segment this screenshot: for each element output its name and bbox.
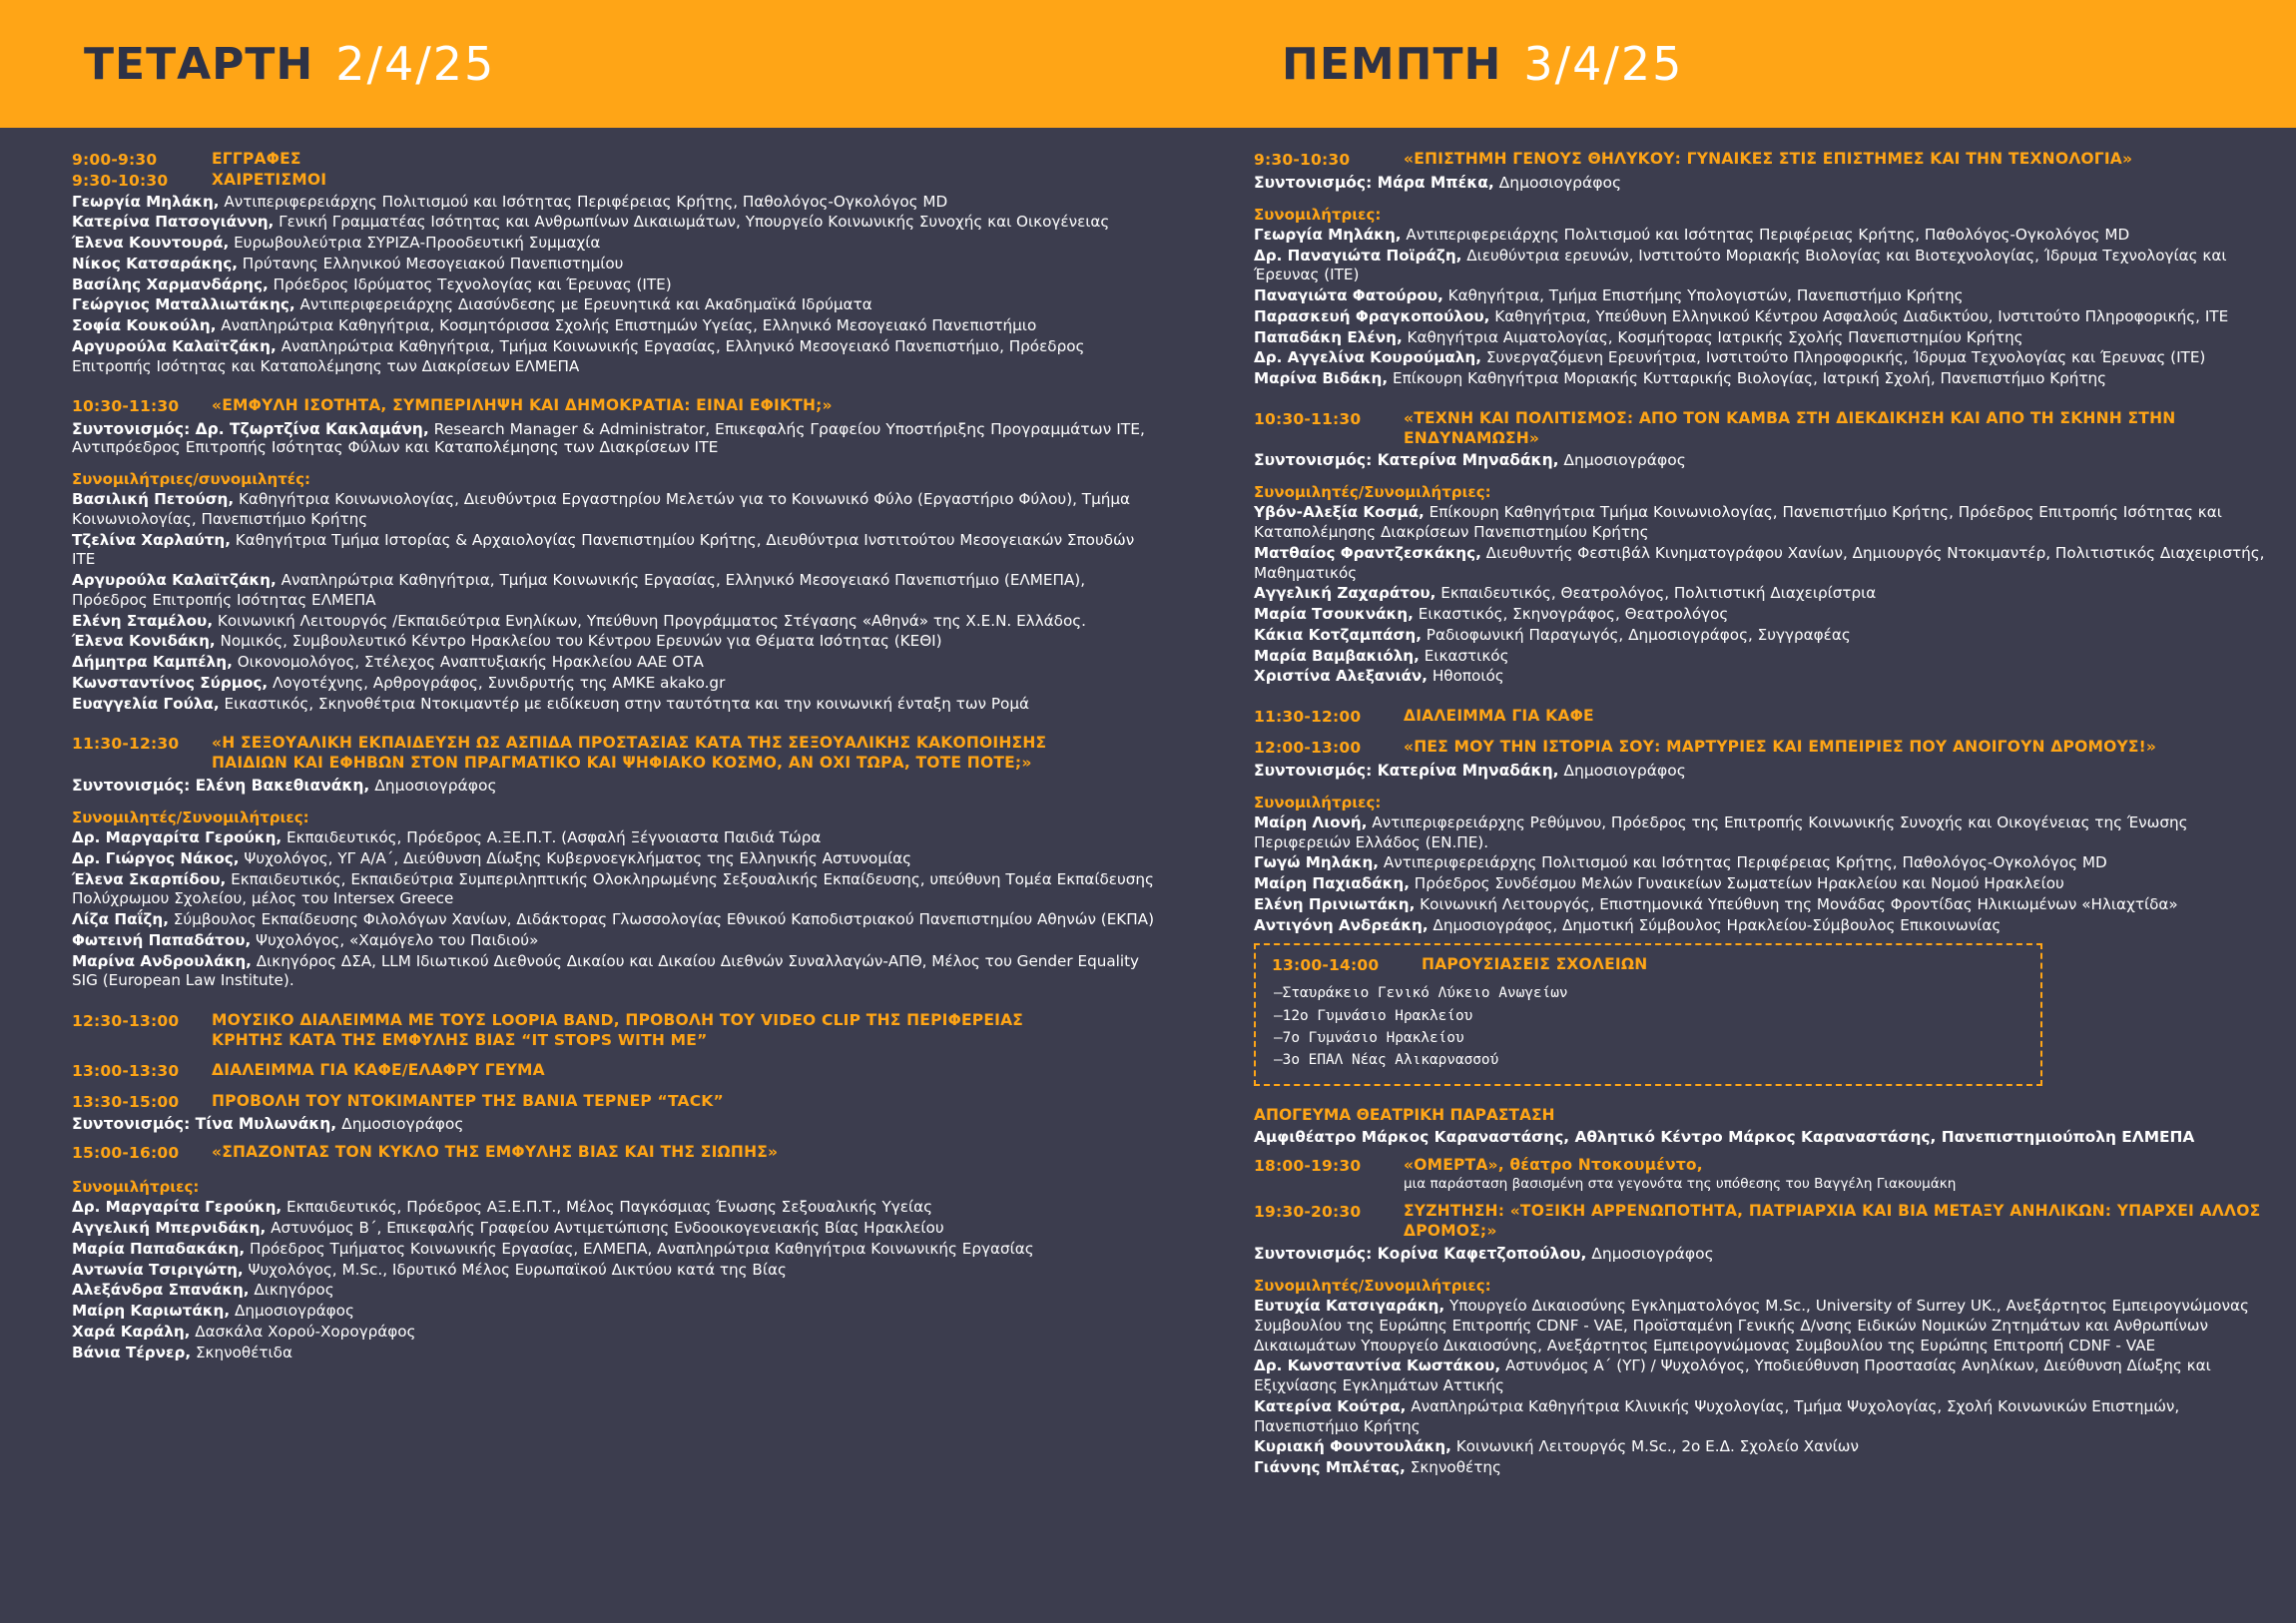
moderator: Συντονισμός: Τίνα Μυλωνάκη, Δημοσιογράφος [72,1115,464,1134]
session-title: «Η ΣΕΞΟΥΑΛΙΚΗ ΕΚΠΑΙΔΕΥΣΗ ΩΣ ΑΣΠΙΔΑ ΠΡΟΣΤΑΣΙΑΣ ΚΑΤΑ ΤΗΣ ΣΕΞΟΥΑΛΙΚΗΣ ΚΑΚΟΠΟΙΗΣΗΣ ΠΑΙΔΙΩΝ ΚΑΙ ΕΦΗΒΩΝ ΣΤΟΝ ΠΡΑΓΜΑΤΙΚΟ ΚΑΙ ΨΗΦΙΑΚΟ ΚΟΣΜΟ, ΑΝ ΟΧΙ ΤΩΡΑ, ΤΟΤΕ ΠΟΤΕ;» [212,734,1047,773]
list-item: Κυριακή Φουντουλάκη, Κοινωνική Λειτουργός M.Sc., 2ο Ε.Δ. Σχολείο Χανίων [1254,1437,1859,1456]
list-item: Δρ. Κωνσταντίνα Κωστάκου, Αστυνόμος Α΄ (ΥΓ) / Ψυχολόγος, Υποδιεύθυνση Προστασίας Ανηλίκων, Διεύθυνση Δίωξης και Εξιχνίασης Εγκλημάτων Αττικής [1254,1356,2211,1395]
schedule-row [72,1092,1158,1113]
speakers-heading: Συνομιλητές/Συνομιλήτριες: [1254,1277,1491,1296]
list-item: Ευαγγελία Γούλα, Εικαστικός, Σκηνοθέτρια Ντοκιμαντέρ με ειδίκευση στην ταυτότητα και την κοινωνική ένταξη των Ρομά [72,694,1029,713]
list-item: Παρασκευή Φραγκοπούλου, Καθηγήτρια, Υπεύθυνη Ελληνικού Κέντρου Ασφαλούς Διαδικτύου, Ινστιτούτο Πληροφορικής, ΙΤΕ [1254,306,2229,325]
list-item: Αργυρούλα Καλαϊτζάκη, Αναπληρώτρια Καθηγήτρια, Τμήμα Κοινωνικής Εργασίας, Ελληνικό Μεσογειακό Πανεπιστήμιο, Πρόεδρος Επιτροπής Ισότητας και Καταπολέμησης των Διακρίσεων ΕΛΜΕΠΑ [72,336,1085,375]
session-title: «ΠΕΣ ΜΟΥ ΤΗΝ ΙΣΤΟΡΙΑ ΣΟΥ: ΜΑΡΤΥΡΙΕΣ ΚΑΙ ΕΜΠΕΙΡΙΕΣ ΠΟΥ ΑΝΟΙΓΟΥΝ ΔΡΟΜΟΥΣ!» [1404,738,2157,757]
speakers-heading: Συνομιλήτριες: [1254,793,1382,812]
list-item: Γωγώ Μηλάκη, Αντιπεριφερειάρχης Πολιτισμού και Ισότητας Περιφέρειας Κρήτης, Παθολόγος-Ογκολόγος MD [1254,853,2107,872]
time-label: 12:00-13:00 [1254,739,1362,758]
day-body-thursday [1198,128,2296,1488]
schedule-row [1254,738,2266,759]
speakers-heading: Συνομιλητές/Συνομιλήτριες: [72,809,309,827]
schedule-row [1254,1156,2266,1177]
session-title: «ΕΠΙΣΤΗΜΗ ΓΕΝΟΥΣ ΘΗΛΥΚΟΥ: ΓΥΝΑΙΚΕΣ ΣΤΙΣ ΕΠΙΣΤΗΜΕΣ ΚΑΙ ΤΗΝ ΤΕΧΝΟΛΟΓΙΑ» [1404,150,2133,168]
session-title: ΔΙΑΛΕΙΜΜΑ ΓΙΑ ΚΑΦΕ [1404,707,1594,726]
time-label: 11:30-12:30 [72,735,180,754]
session-note: μια παράσταση βασισμένη στα γεγονότα της υπόθεσης του Βαγγέλη Γιακουμάκη [1404,1176,1957,1193]
schedule-row [72,1011,1158,1051]
speakers-heading: Συνομιλήτριες: [1254,205,1382,224]
session-title: ΠΡΟΒΟΛΗ ΤΟΥ ΝΤΟΚΙΜΑΝΤΕΡ ΤΗΣ ΒΑΝΙΑ ΤΕΡΝΕΡ “TACK” [212,1091,724,1110]
moderator: Συντονισμός: Μάρα Μπέκα, Δημοσιογράφος [1254,173,1622,192]
list-item: Μαρία Τσουκνάκη, Εικαστικός, Σκηνογράφος, Θεατρολόγος [1254,605,1729,624]
time-label: 13:00-13:30 [72,1061,180,1080]
list-item: Αγγελική Ζαχαράτου, Εκπαιδευτικός, Θεατρολόγος, Πολιτιστική Διαχειρίστρια [1254,584,1877,603]
time-label: 13:30-15:00 [72,1092,180,1111]
moderator: Συντονισμός: Δρ. Τζωρτζίνα Κακλαμάνη, Research Manager & Administrator, Επικεφαλής Γραφείου Υποστήριξης Προγραμμάτων ΙΤΕ, Αντιπρόεδρος Επιτροπής Ισότητας Φύλων και Καταπολέμησης των Διακρίσεων ΙΤΕ [72,420,1145,457]
speakers-heading: Συνομιλητές/Συνομιλήτριες: [1254,483,1491,502]
school-presentations-box [1254,943,2042,1085]
list-item: Έλενα Κουντουρά, Ευρωβουλεύτρια ΣΥΡΙΖΑ-Προοδευτική Συμμαχία [72,234,601,253]
list-item: Δρ. Αγγελίνα Κουρούμαλη, Συνεργαζόμενη Ερευνήτρια, Ινστιτούτο Πληροφορικής, Ίδρυμα Τεχνολογίας και Έρευνας (ΙΤΕ) [1254,348,2206,367]
time-label: 18:00-19:30 [1254,1156,1362,1175]
time-label: 9:00-9:30 [72,151,158,169]
schedule-row [72,150,1158,171]
list-item: Μαρίνα Ανδρουλάκη, Δικηγόρος ΔΣΑ, LLM Ιδιωτικού Διεθνούς Δικαίου και Δικαίου Διεθνών Συναλλαγών-ΑΠΘ, Μέλος του Gender Equality SIG (European Law Institute). [72,951,1140,990]
list-item: Παναγιώτα Φατούρου, Καθηγήτρια, Τμήμα Επιστήμης Υπολογιστών, Πανεπιστήμιο Κρήτης [1254,286,1964,305]
list-item: –Σταυράκειο Γενικό Λύκειο Ανωγείων [1274,985,1568,1002]
schedule-row [72,171,1158,192]
schedule-row [1254,1202,2266,1242]
list-item: Βασιλική Πετούση, Καθηγήτρια Κοινωνιολογίας, Διευθύντρια Εργαστηρίου Μελετών για το Κοινωνικό Φύλο (Εργαστήριο Φύλου), Τμήμα Κοινωνιολογίας, Πανεπιστήμιο Κρήτης [72,490,1131,528]
day-header-wednesday [0,0,1198,128]
day-column-thursday [1198,0,2296,1623]
list-item: Μαίρη Παχιαδάκη, Πρόεδρος Συνδέσμου Μελών Γυναικείων Σωματείων Ηρακλείου και Νομού Ηρακλείου [1254,874,2064,893]
list-item: Μαίρη Καριωτάκη, Δημοσιογράφος [72,1302,354,1321]
time-label: 9:30-10:30 [72,171,169,190]
day-name: ΤΕΤΑΡΤΗ [84,38,314,90]
list-item: Κωνσταντίνος Σύρμος, Λογοτέχνης, Αρθρογράφος, Συνιδρυτής της ΑΜΚΕ akako.gr [72,673,726,692]
session-title: ΧΑΙΡΕΤΙΣΜΟΙ [212,170,327,189]
speaker-list [1254,503,2266,687]
evening-heading: ΑΠΟΓΕΥΜΑ ΘΕΑΤΡΙΚΗ ΠΑΡΑΣΤΑΣΗ [1254,1105,1555,1124]
list-item: Έλενα Κονιδάκη, Νομικός, Συμβουλευτικό Κέντρο Ηρακλείου του Κέντρου Ερευνών για Θέματα Ισότητας (ΚΕΘΙ) [72,632,942,651]
session-title: ΜΟΥΣΙΚΟ ΔΙΑΛΕΙΜΜΑ ΜΕ ΤΟΥΣ LOOPIA BAND, ΠΡΟΒΟΛΗ ΤΟΥ VIDEO CLIP ΤΗΣ ΠΕΡΙΦΕΡΕΙΑΣ ΚΡΗΤΗΣ ΚΑΤΑ ΤΗΣ ΕΜΦΥΛΗΣ ΒΙΑΣ “IT STOPS WITH ME” [212,1011,1024,1049]
speaker-list [72,828,1158,991]
list-item: Δρ. Μαργαρίτα Γερούκη, Εκπαιδευτικός, Πρόεδρος ΑΞ.Ε.Π.Τ., Μέλος Παγκόσμιας Ένωσης Σεξουαλικής Υγείας [72,1198,933,1217]
list-item: Δρ. Γιώργος Νάκος, Ψυχολόγος, ΥΓ Α/Α΄, Διεύθυνση Δίωξης Κυβερνοεγκλήματος της Ελληνικής Αστυνομίας [72,848,912,867]
list-item: –12ο Γυμνάσιο Ηρακλείου [1274,1007,1473,1024]
list-item: Γεωργία Μηλάκη, Αντιπεριφερειάρχης Πολιτισμού και Ισότητας Περιφέρειας Κρήτης, Παθολόγος-Ογκολόγος MD [1254,225,2130,244]
list-item: Γεώργιος Ματαλλιωτάκης, Αντιπεριφερειάρχης Διασύνδεσης με Ερευνητικά και Ακαδημαϊκά Ιδρύματα [72,295,872,314]
list-item: Παπαδάκη Ελένη, Καθηγήτρια Αιματολογίας, Κοσμήτορας Ιατρικής Σχολής Πανεπιστημίου Κρήτης [1254,327,2023,346]
time-label: 15:00-16:00 [72,1144,180,1163]
list-item: Τζελίνα Χαρλαύτη, Καθηγήτρια Τμήμα Ιστορίας & Αρχαιολογίας Πανεπιστημίου Κρήτης, Διευθύντρια Ινστιτούτου Μεσογειακών Σπουδών ΙΤΕ [72,530,1135,569]
schedule-row [1254,409,2266,449]
list-item: –7ο Γυμνάσιο Ηρακλείου [1274,1029,1464,1046]
speaker-list [72,1198,1158,1362]
schedule-row [72,1143,1158,1164]
list-item: Χαρά Καράλη, Δασκάλα Χορού-Χορογράφος [72,1322,416,1341]
speaker-list [72,490,1158,714]
session-title: ΕΓΓΡΑΦΕΣ [212,150,301,168]
speaker-list [1254,226,2266,389]
moderator: Συντονισμός: Κορίνα Καφετζοπούλου, Δημοσιογράφος [1254,1245,1714,1264]
day-header-thursday [1198,0,2296,128]
list-item: Γεωργία Μηλάκη, Αντιπεριφερειάρχης Πολιτισμού και Ισότητας Περιφέρειας Κρήτης, Παθολόγος-Ογκολόγος MD [72,192,948,211]
list-item: Μαρίνα Βιδάκη, Επίκουρη Καθηγήτρια Μοριακής Κυτταρικής Βιολογίας, Ιατρική Σχολή, Πανεπιστήμιο Κρήτης [1254,369,2107,388]
list-item: Σοφία Κουκούλη, Αναπληρώτρια Καθηγήτρια, Κοσμητόρισσα Σχολής Επιστημών Υγείας, Ελληνικό Μεσογειακό Πανεπιστήμιο [72,316,1037,335]
session-title: ΠΑΡΟΥΣΙΑΣΕΙΣ ΣΧΟΛΕΙΩΝ [1422,955,1648,974]
time-label: 13:00-14:00 [1272,956,1380,975]
speaker-list [1254,1297,2266,1478]
moderator: Συντονισμός: Ελένη Βακεθιανάκη, Δημοσιογράφος [72,777,497,796]
schedule-row [1254,150,2266,171]
list-item: Ελένη Πρινιωτάκη, Κοινωνική Λειτουργός, Επιστημονικά Υπεύθυνη της Μονάδας Φροντίδας Ηλικιωμένων «Ηλιαχτίδα» [1254,894,2178,913]
list-item: Αντιγόνη Ανδρεάκη, Δημοσιογράφος, Δημοτική Σύμβουλος Ηρακλείου-Σύμβουλος Επικοινωνίας [1254,915,2002,934]
session-title: ΔΙΑΛΕΙΜΜΑ ΓΙΑ ΚΑΦΕ/ΕΛΑΦΡΥ ΓΕΥΜΑ [212,1060,545,1079]
session-title: «ΕΜΦΥΛΗ ΙΣΟΤΗΤΑ, ΣΥΜΠΕΡΙΛΗΨΗ ΚΑΙ ΔΗΜΟΚΡΑΤΙΑ: ΕΙΝΑΙ ΕΦΙΚΤΗ;» [212,396,833,415]
speakers-heading: Συνομιλήτριες/συνομιλητές: [72,470,311,489]
list-item: Κατερίνα Πατσογιάννη, Γενική Γραμματέας Ισότητας και Ανθρωπίνων Δικαιωμάτων, Υπουργείο Κοινωνικής Συνοχής και Οικογένειας [72,213,1110,232]
list-item: Μαρία Βαμβακιόλη, Εικαστικός [1254,646,1509,665]
list-item: Βάνια Τέρνερ, Σκηνοθέτιδα [72,1343,292,1361]
list-item: Αντωνία Τσιριγώτη, Ψυχολόγος, M.Sc., Ιδρυτικό Μέλος Ευρωπαϊκού Δικτύου κατά της Βίας [72,1260,787,1279]
time-label: 10:30-11:30 [1254,409,1362,428]
list-item: Υβόν-Αλεξία Κοσμά, Επίκουρη Καθηγήτρια Τμήμα Κοινωνιολογίας, Πανεπιστήμιο Κρήτης, Πρόεδρος Επιτροπής Ισότητας και Καταπολέμησης Διακρίσεων Πανεπιστημίου Κρήτης [1254,503,2222,542]
session-title: «ΣΠΑΖΟΝΤΑΣ ΤΟΝ ΚΥΚΛΟ ΤΗΣ ΕΜΦΥΛΗΣ ΒΙΑΣ ΚΑΙ ΤΗΣ ΣΙΩΠΗΣ» [212,1143,779,1162]
list-item: Δήμητρα Καμπέλη, Οικονομολόγος, Στέλεχος Αναπτυξιακής Ηρακλείου ΑΑΕ ΟΤΑ [72,653,704,672]
list-item: –3ο ΕΠΑΛ Νέας Αλικαρνασσού [1274,1052,1499,1069]
time-label: 19:30-20:30 [1254,1203,1362,1222]
list-item: Μαίρη Λιονή, Αντιπεριφερειάρχης Ρεθύμνου, Πρόεδρος της Επιτροπής Κοινωνικής Συνοχής και Οικογένειας της Ένωσης Περιφερειών Ελλάδος (ΕΝ.ΠΕ). [1254,812,2188,851]
list-item: Βασίλης Χαρμανδάρης, Πρόεδρος Ιδρύματος Τεχνολογίας και Έρευνας (ΙΤΕ) [72,274,672,293]
list-item: Αγγελική Μπερνιδάκη, Αστυνόμος Β΄, Επικεφαλής Γραφείου Αντιμετώπισης Ενδοοικογενειακής Βίας Ηρακλείου [72,1219,944,1238]
moderator: Συντονισμός: Κατερίνα Μηναδάκη, Δημοσιογράφος [1254,761,1686,780]
schedule-row [72,396,1158,417]
speaker-list [1254,813,2266,936]
list-item: Λίζα Παΐζη, Σύμβουλος Εκπαίδευσης Φιλολόγων Χανίων, Διδάκτορας Γλωσσολογίας Εθνικού Καποδιστριακού Πανεπιστημίου Αθηνών (ΕΚΠΑ) [72,910,1154,929]
list-item: Ευτυχία Κατσιγαράκη, Υπουργείο Δικαιοσύνης Εγκληματολόγος M.Sc., University of Surrey UK., Ανεξάρτητος Εμπειρογνώμονας Συμβουλίου της Ευρώπης Επιτροπής CDNF - VAE, Προϊσταμένη Γενικής Δ/νσης Ειδικών Νομικών Ζητημάτων και Ανθρωπίνων Δικαιωμάτων Υπουργείο Δικαιοσύνης, Ανεξάρτητος Εμπειρογνώμονας Συμβουλίου της Ευρώπης Επιτροπή CDNF - VAE [1254,1297,2249,1354]
list-item: Δρ. Μαργαρίτα Γερούκη, Εκπαιδευτικός, Πρόεδρος Α.ΞΕ.Π.Τ. (Ασφαλή Ξέγνοιαστα Παιδιά Τώρα [72,828,822,847]
moderator: Συντονισμός: Κατερίνα Μηναδάκη, Δημοσιογράφος [1254,451,1686,470]
session-title: «ΤΕΧΝΗ ΚΑΙ ΠΟΛΙΤΙΣΜΟΣ: ΑΠΟ ΤΟΝ ΚΑΜΒΑ ΣΤΗ ΔΙΕΚΔΙΚΗΣΗ ΚΑΙ ΑΠΟ ΤΗ ΣΚΗΝΗ ΣΤΗΝ ΕΝΔΥΝΑΜΩΣΗ» [1404,408,2176,447]
list-item: Νίκος Κατσαράκης, Πρύτανης Ελληνικού Μεσογειακού Πανεπιστημίου [72,254,624,272]
list-item: Δρ. Παναγιώτα Ποϊράζη, Διευθύντρια ερευνών, Ινστιτούτο Μοριακής Βιολογίας και Βιοτεχνολογίας, Ίδρυμα Τεχνολογίας και Έρευνας (ΙΤΕ) [1254,246,2227,284]
list-item: Αργυρούλα Καλαϊτζάκη, Αναπληρώτρια Καθηγήτρια, Τμήμα Κοινωνικής Εργασίας, Ελληνικό Μεσογειακό Πανεπιστήμιο (ΕΛΜΕΠΑ), Πρόεδρος Επιτροπής Ισότητας ΕΛΜΕΠΑ [72,571,1086,609]
list-item: Αλεξάνδρα Σπανάκη, Δικηγόρος [72,1281,334,1300]
list-item: Ελένη Σταμέλου, Κοινωνική Λειτουργός /Εκπαιδεύτρια Ενηλίκων, Υπεύθυνη Προγράμματος Στέγασης «Αθηνά» της Χ.Ε.Ν. Ελλάδος. [72,611,1086,630]
day-date: 2/4/25 [335,37,496,91]
time-label: 11:30-12:00 [1254,708,1362,727]
speakers-heading: Συνομιλήτριες: [72,1178,200,1197]
session-title: «ΟΜΕΡΤΑ», θέατρο Ντοκουμέντο, [1404,1155,1703,1174]
list-item: Μαρία Παπαδακάκη, Πρόεδρος Τμήματος Κοινωνικής Εργασίας, ΕΛΜΕΠΑ, Αναπληρώτρια Καθηγήτρια Κοινωνικής Εργασίας [72,1239,1034,1258]
day-body-wednesday [0,128,1198,1372]
list-item: Φωτεινή Παπαδάτου, Ψυχολόγος, «Χαμόγελο του Παιδιού» [72,930,539,949]
venue-text: Αμφιθέατρο Μάρκος Καραναστάσης, Αθλητικό Κέντρο Μάρκος Καραναστάσης, Πανεπιστημιούπολη ΕΛΜΕΠΑ [1254,1127,2195,1146]
list-item: Ματθαίος Φραντζεσκάκης, Διευθυντής Φεστιβάλ Κινηματογράφου Χανίων, Δημιουργός Ντοκιμαντέρ, Πολιτιστικός Διαχειριστής, Μαθηματικός [1254,543,2265,582]
schedule-row [1254,707,2266,728]
schedule-row [72,734,1158,774]
time-label: 12:30-13:00 [72,1012,180,1031]
school-list [1274,982,2026,1071]
list-item: Κάκια Κοτζαμπάση, Ραδιοφωνική Παραγωγός, Δημοσιογράφος, Συγγραφέας [1254,625,1851,644]
list-item: Χριστίνα Αλεξανιάν, Ηθοποιός [1254,667,1504,686]
speaker-list [72,193,1158,377]
session-title: ΣΥΖΗΤΗΣΗ: «ΤΟΞΙΚΗ ΑΡΡΕΝΩΠΟΤΗΤΑ, ΠΑΤΡΙΑΡΧΙΑ ΚΑΙ ΒΙΑ ΜΕΤΑΞΥ ΑΝΗΛΙΚΩΝ: ΥΠΑΡΧΕΙ ΑΛΛΟΣ ΔΡΟΜΟΣ;» [1404,1202,2261,1241]
schedule-row [72,1061,1158,1082]
time-label: 9:30-10:30 [1254,151,1351,169]
list-item: Κατερίνα Κούτρα, Αναπληρώτρια Καθηγήτρια Κλινικής Ψυχολογίας, Τμήμα Ψυχολογίας, Σχολή Κοινωνικών Επιστημών, Πανεπιστήμιο Κρήτης [1254,1396,2180,1435]
day-date: 3/4/25 [1523,37,1684,91]
schedule-row [1272,955,2026,976]
list-item: Έλενα Σκαρπίδου, Εκπαιδευτικός, Εκπαιδεύτρια Συμπεριληπτικής Ολοκληρωμένης Σεξουαλικής Εκπαίδευσης, υπεύθυνη Τομέα Εκπαίδευσης Πολύχρωμου Σχολείου, μέλος του Intersex Greece [72,869,1154,908]
list-item: Γιάννης Μπλέτας, Σκηνοθέτης [1254,1458,1501,1477]
day-name: ΠΕΜΠΤΗ [1282,38,1502,90]
time-label: 10:30-11:30 [72,397,180,416]
